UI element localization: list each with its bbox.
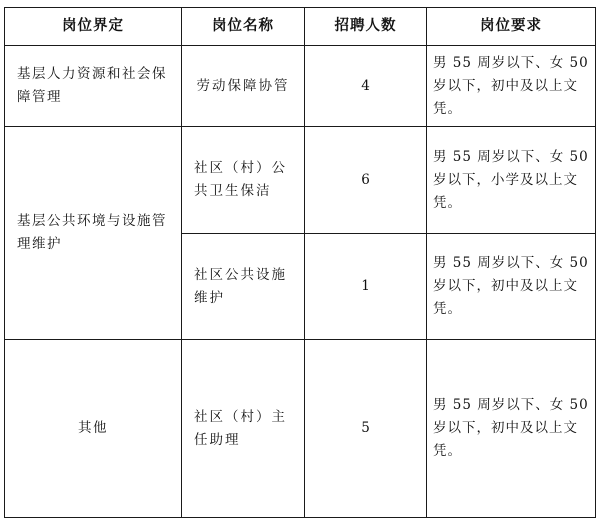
cell-name: 社区（村）主任助理	[182, 340, 305, 518]
cell-count: 6	[305, 127, 427, 234]
cell-count: 4	[305, 46, 427, 127]
table-row	[5, 46, 596, 127]
cell-area: 其他	[5, 340, 182, 518]
cell-count: 1	[305, 234, 427, 340]
cell-area: 基层人力资源和社会保障管理	[5, 46, 182, 127]
cell-requirement: 男 55 周岁以下、女 50 岁以下，初中及以上文凭。	[427, 234, 596, 340]
table-row	[5, 127, 596, 234]
cell-name: 社区公共设施维护	[182, 234, 305, 340]
header-requirement: 岗位要求	[427, 8, 596, 46]
header-count: 招聘人数	[305, 8, 427, 46]
cell-name: 劳动保障协管	[182, 46, 305, 127]
table-header-row	[5, 8, 596, 46]
cell-requirement: 男 55 周岁以下、女 50 岁以下，小学及以上文凭。	[427, 127, 596, 234]
cell-count: 5	[305, 340, 427, 518]
header-name: 岗位名称	[182, 8, 305, 46]
header-area: 岗位界定	[5, 8, 182, 46]
table-row	[5, 340, 596, 518]
cell-area: 基层公共环境与设施管理维护	[5, 127, 182, 340]
cell-requirement: 男 55 周岁以下、女 50 岁以下，初中及以上文凭。	[427, 46, 596, 127]
recruitment-table	[4, 7, 596, 518]
cell-requirement: 男 55 周岁以下、女 50 岁以下，初中及以上文凭。	[427, 340, 596, 518]
cell-name: 社区（村）公共卫生保洁	[182, 127, 305, 234]
